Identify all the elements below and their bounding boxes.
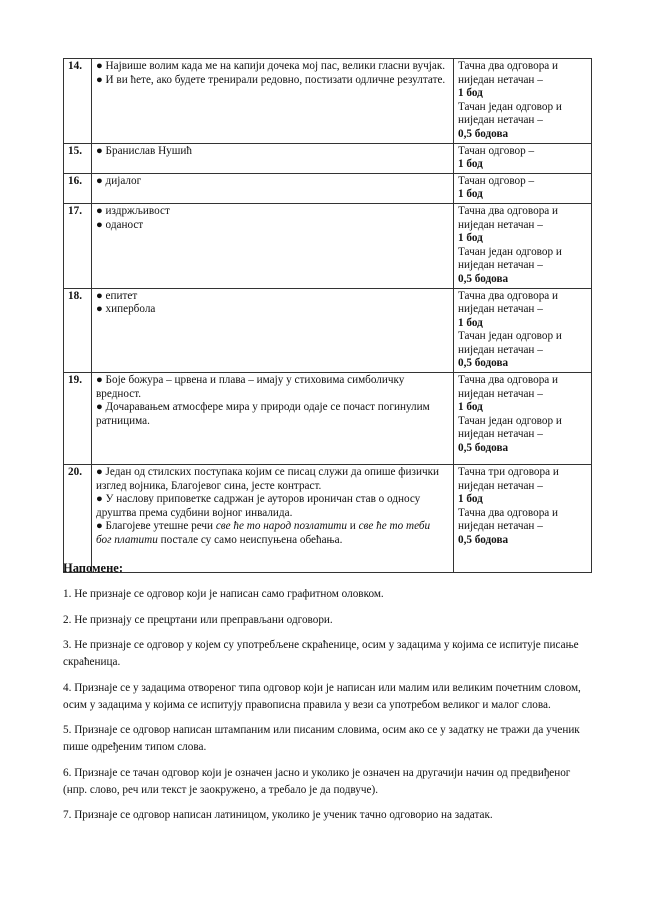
table-row (64, 203, 592, 288)
note-item: 4. Признаје се у задацима отвореног типа одговор који је написан или малим или великим почетним словом, осим у задацима у којима се испитују правописна правила у вези са употребом великог и малог слова. (63, 681, 581, 711)
scoring-condition: Тачан један одговор и ниједан нетачан – (458, 330, 562, 356)
note-item: 3. Не признаје се одговор у којем су употребљене скраћенице, осим у задацима у којима се испитује писање скраћеница. (63, 639, 579, 668)
points-value: 0,5 бодова (458, 127, 509, 140)
task-answers (92, 288, 454, 373)
answer-line: ● Дочаравањем атмосфере мира у природи одаје се почаст погинулим ратницима. (96, 401, 430, 427)
answer-line: ● Боје божура – црвена и плава – имају у стиховима симболичку вредност. (96, 374, 405, 400)
scoring-criteria (454, 173, 592, 203)
answer-line: ● У наслову приповетке садржан је ауторов ироничан став о односу друштва према судбини војног инвалида. (96, 493, 421, 519)
table-row (64, 59, 592, 144)
task-number: 15. (64, 143, 92, 173)
scoring-criteria (454, 288, 592, 373)
task-number: 14. (64, 59, 92, 144)
notes-list (63, 586, 583, 833)
points-value: 1 бод (458, 401, 483, 414)
table-row (64, 465, 592, 573)
quoted-phrase: све ће то теби бог платити (96, 520, 431, 547)
answer-line: ● хипербола (96, 303, 156, 316)
scoring-condition: Тачна три одговора и ниједан нетачан – (458, 466, 559, 492)
scoring-condition: Тачан један одговор и ниједан нетачан – (458, 414, 562, 441)
points-value: 0,5 бодова (458, 272, 509, 285)
answer-line: ● оданост (96, 218, 144, 231)
task-answers (92, 59, 454, 144)
task-answers (92, 465, 454, 573)
scoring-condition: Тачна два одговора и ниједан нетачан – (458, 204, 559, 231)
task-number: 18. (64, 288, 92, 373)
task-answers (92, 173, 454, 203)
table-row (64, 173, 592, 203)
answer-line: ● И ви ћете, ако будете тренирали редовно, постизати одличне резултате. (96, 73, 446, 86)
points-value: 1 бод (458, 232, 483, 245)
note-item: 6. Признаје се тачан одговор који је означен јасно и уколико је означен на другачији начин од предвиђеног (нпр. слово, реч или текст је заокружено, а требало је да подвуче). (63, 766, 571, 796)
answer-text: ● Благојеве утешне речи (96, 520, 216, 533)
points-value: 1 бод (458, 316, 483, 329)
points-value: 0,5 бодова (458, 357, 509, 370)
note-item: 7. Признаје се одговор написан латиницом, уколико је ученик тачно одговорио на задатак. (63, 809, 493, 821)
answer-line: ● дијалог (96, 174, 142, 187)
task-answers (92, 143, 454, 173)
scoring-condition: Тачна два одговора и ниједан нетачан – (458, 374, 559, 400)
points-value: 0,5 бодова (458, 442, 509, 455)
task-number: 19. (64, 373, 92, 465)
scoring-criteria (454, 143, 592, 173)
task-number: 17. (64, 203, 92, 288)
table-row (64, 143, 592, 173)
answer-key-body (64, 59, 592, 573)
task-number: 20. (64, 465, 92, 573)
answer-line: ● Један од стилских поступака којим се писац служи да опише физички изглед војника, Благојевог сина, јесте контраст. (96, 466, 439, 492)
points-value: 0,5 бодова (458, 534, 509, 547)
task-number: 16. (64, 173, 92, 203)
scoring-criteria (454, 373, 592, 465)
notes-title: Напомене: (63, 561, 123, 575)
scoring-condition: Тачна два одговора и ниједан нетачан – (458, 289, 559, 316)
answer-line: ● епитет (96, 289, 138, 302)
answer-key-table (63, 58, 592, 573)
scoring-condition: Тачан одговор – (458, 144, 535, 157)
scoring-criteria (454, 465, 592, 573)
answer-text: постале су само неиспуњена обећања. (157, 534, 343, 547)
table-row (64, 373, 592, 465)
scoring-criteria (454, 203, 592, 288)
scoring-condition: Тачан један одговор и ниједан нетачан – (458, 245, 562, 272)
points-value: 1 бод (458, 87, 483, 100)
note-item: 1. Не признаје се одговор који је написан само графитном оловком. (63, 588, 384, 600)
answer-line-quoted (96, 520, 448, 547)
scoring-condition: Тачна два одговора и ниједан нетачан – (458, 506, 559, 533)
points-value: 1 бод (458, 158, 483, 171)
quoted-phrase: све ће то народ позлатити (215, 520, 347, 533)
scoring-condition: Тачан одговор – (458, 174, 535, 187)
scoring-condition: Тачан један одговор и ниједан нетачан – (458, 100, 562, 127)
answer-line: ● издржљивост (96, 204, 170, 217)
points-value: 1 бод (458, 188, 483, 201)
task-answers (92, 203, 454, 288)
scoring-condition: Тачна два одговора и ниједан нетачан – (458, 60, 559, 86)
task-answers (92, 373, 454, 465)
answer-line: ● Бранислав Нушић (96, 144, 192, 157)
points-value: 1 бод (458, 493, 483, 506)
scoring-criteria (454, 59, 592, 144)
note-item: 2. Не признају се прецртани или преправљани одговори. (63, 613, 333, 626)
answer-line: ● Највише волим када ме на капији дочека мој пас, велики гласни вучјак. (96, 60, 446, 72)
table-row (64, 288, 592, 373)
note-item: 5. Признаје се одговор написан штампаним или писаним словима, осим ако се у задатку не тражи да ученик пише одређеним типом слова. (63, 724, 580, 753)
answer-text: и (346, 520, 359, 533)
